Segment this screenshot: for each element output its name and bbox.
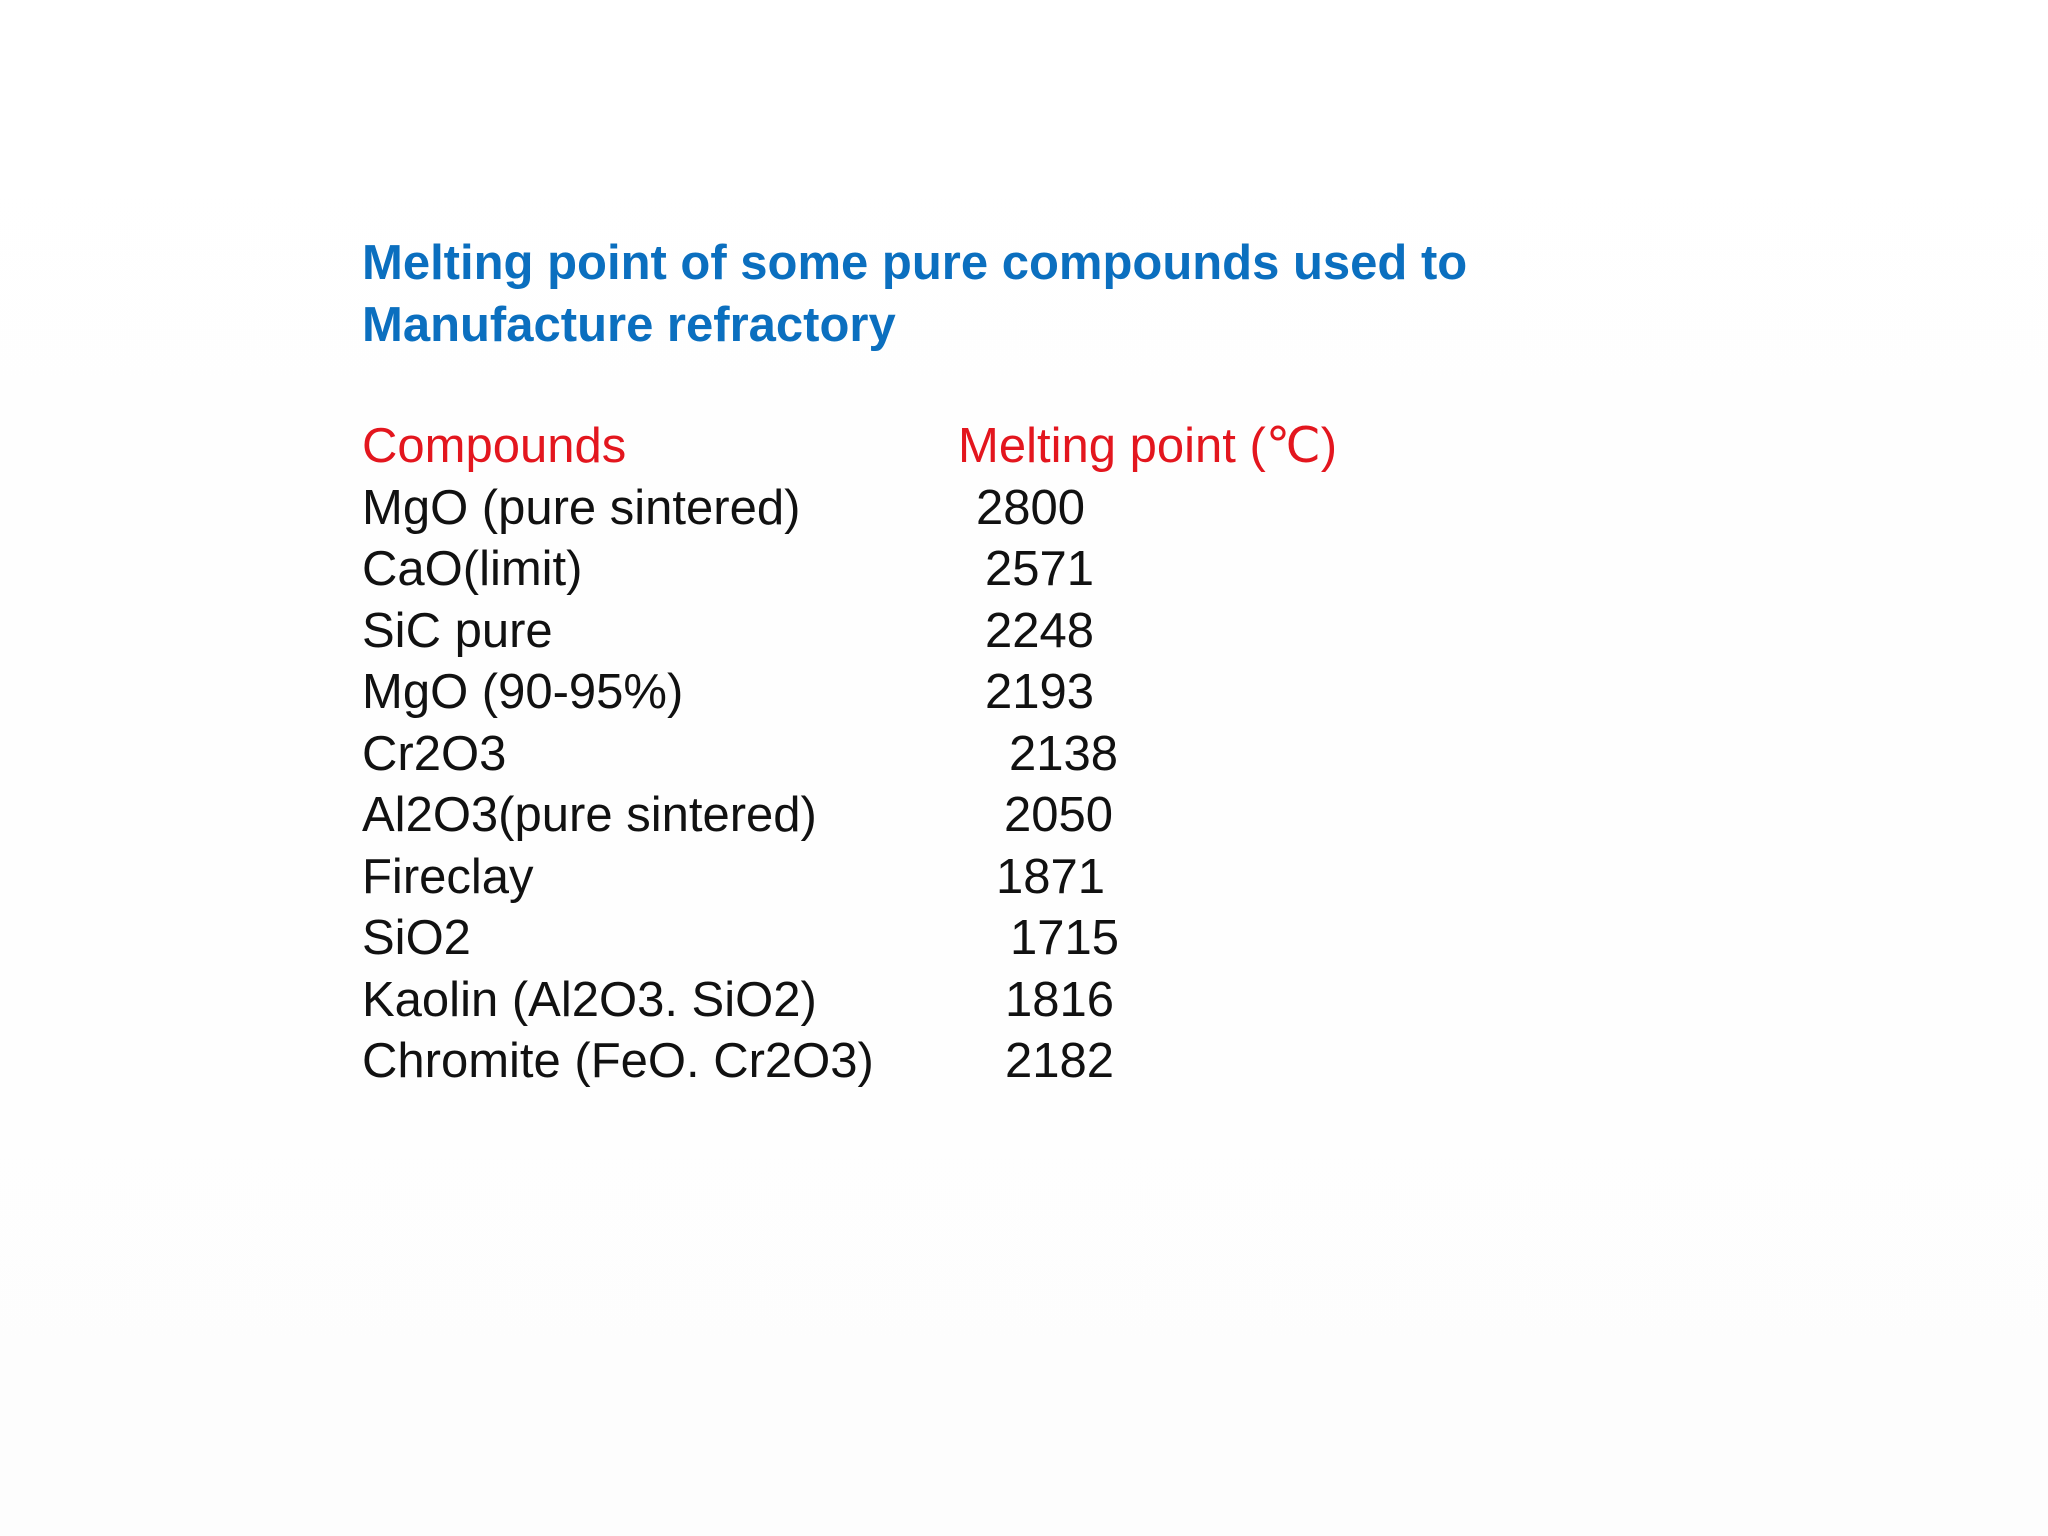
- table-row: [362, 662, 1562, 724]
- compound-name: CaO(limit): [362, 542, 583, 596]
- table-row: [362, 478, 1562, 540]
- header-melting-point: Melting point (℃): [958, 419, 1338, 473]
- table-row: [362, 785, 1562, 847]
- compound-name: MgO (90-95%): [362, 665, 684, 719]
- compound-name: Cr2O3: [362, 726, 507, 781]
- title-line-1: Melting point of some pure compounds used to: [362, 236, 1468, 290]
- compound-name: Chromite (FeO. Cr2O3): [362, 1034, 874, 1088]
- table-row: [362, 908, 1562, 970]
- header-compounds: Compounds: [362, 419, 627, 473]
- table-row: [362, 539, 1562, 601]
- compound-name: SiC pure: [362, 603, 553, 658]
- melting-point-value: 2248: [985, 603, 1095, 658]
- melting-point-value: 2193: [985, 665, 1095, 719]
- compound-name: MgO (pure sintered): [362, 480, 801, 535]
- table-row: [362, 724, 1562, 786]
- compound-name: Al2O3(pure sintered): [362, 788, 817, 842]
- melting-point-value: 1816: [1005, 972, 1115, 1027]
- slide-title: [362, 232, 1662, 356]
- melting-point-table: [362, 416, 1562, 1093]
- melting-point-value: 2571: [985, 542, 1095, 596]
- melting-point-value: 1715: [1010, 911, 1120, 965]
- compound-name: Fireclay: [362, 849, 534, 904]
- table-row: [362, 970, 1562, 1032]
- table-header-row: [362, 416, 1562, 478]
- table-row: [362, 1031, 1562, 1093]
- compound-name: Kaolin (Al2O3. SiO2): [362, 972, 817, 1027]
- melting-point-value: 2050: [1004, 788, 1114, 842]
- table-row: [362, 847, 1562, 909]
- melting-point-value: 2182: [1005, 1034, 1115, 1088]
- melting-point-value: 1871: [996, 849, 1106, 904]
- compound-name: SiO2: [362, 911, 471, 965]
- melting-point-value: 2138: [1009, 726, 1119, 781]
- title-line-2: Manufacture refractory: [362, 298, 896, 352]
- melting-point-value: 2800: [976, 480, 1086, 535]
- table-row: [362, 601, 1562, 663]
